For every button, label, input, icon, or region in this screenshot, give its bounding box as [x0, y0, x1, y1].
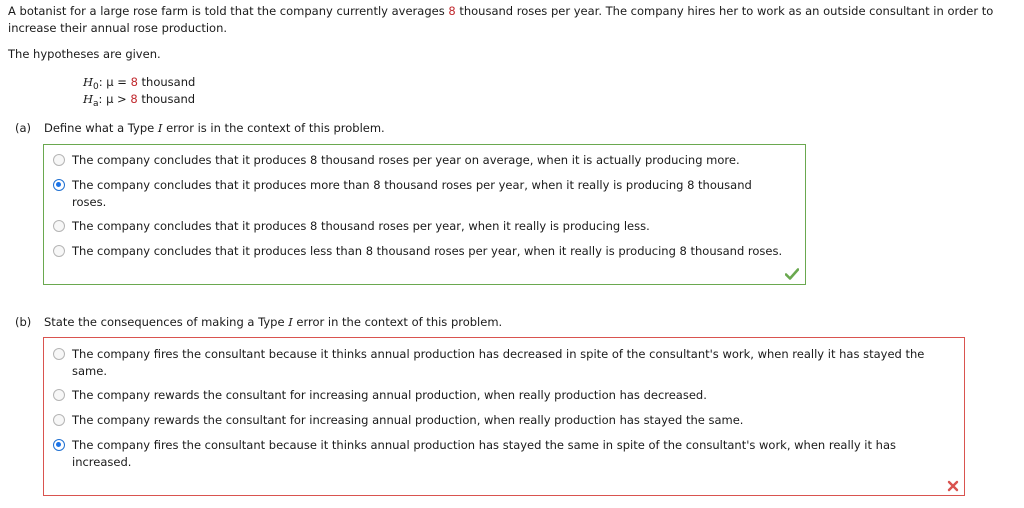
null-hypothesis: $H_0$: μ = 8 thousand: [83, 75, 196, 92]
option-label: The company concludes that it produces more than 8 thousand roses per year, when it really is producing 8 thousand roses.: [72, 178, 752, 209]
intro-text-2: thousand roses per year. The company hires her to work as an outside consultant in order to increase their annual rose production.: [8, 4, 994, 35]
option-label: The company rewards the consultant for increasing annual production, when really production has decreased.: [72, 388, 707, 402]
part-b-tag: (b): [15, 315, 32, 329]
radio-button-selected[interactable]: [53, 439, 65, 451]
radio-button[interactable]: [53, 348, 65, 360]
radio-button[interactable]: [53, 154, 65, 166]
radio-button[interactable]: [53, 389, 65, 401]
intro-text-1: A botanist for a large rose farm is told that the company currently averages: [8, 4, 449, 18]
intro-value: 8: [448, 4, 456, 18]
radio-button[interactable]: [53, 245, 65, 257]
incorrect-x-icon: [947, 480, 959, 492]
option-label: The company fires the consultant because it thinks annual production has decreased in spite of the consultant's work, when really it has stayed the same.: [72, 347, 925, 378]
part-a-question: (a) Define what a Type I error is in the context of this problem.: [15, 121, 385, 135]
radio-button-selected[interactable]: [53, 179, 65, 191]
option-label: The company concludes that it produces 8 thousand roses per year on average, when it is actually producing more.: [72, 153, 740, 167]
part-a-tag: (a): [15, 121, 32, 135]
option-label: The company fires the consultant because it thinks annual production has stayed the same in spite of the consultant's work, when really it has increased.: [72, 438, 896, 469]
part-b-answer-box: [43, 337, 965, 496]
option-label: The company concludes that it produces 8 thousand roses per year, when it really is producing less.: [72, 219, 650, 233]
hypotheses-intro: The hypotheses are given.: [8, 47, 161, 61]
option-label: The company concludes that it produces less than 8 thousand roses per year, when it really is producing 8 thousand roses.: [72, 244, 783, 258]
radio-button[interactable]: [53, 414, 65, 426]
radio-button[interactable]: [53, 220, 65, 232]
correct-check-icon: [785, 268, 799, 280]
problem-statement: [8, 3, 1018, 37]
alternative-hypothesis: $H_a$: μ > 8 thousand: [83, 92, 196, 109]
part-b-question: (b) State the consequences of making a Type I error in the context of this problem.: [15, 315, 503, 329]
option-label: The company rewards the consultant for increasing annual production, when really production has stayed the same.: [72, 413, 744, 427]
part-a-answer-box: [43, 144, 806, 285]
